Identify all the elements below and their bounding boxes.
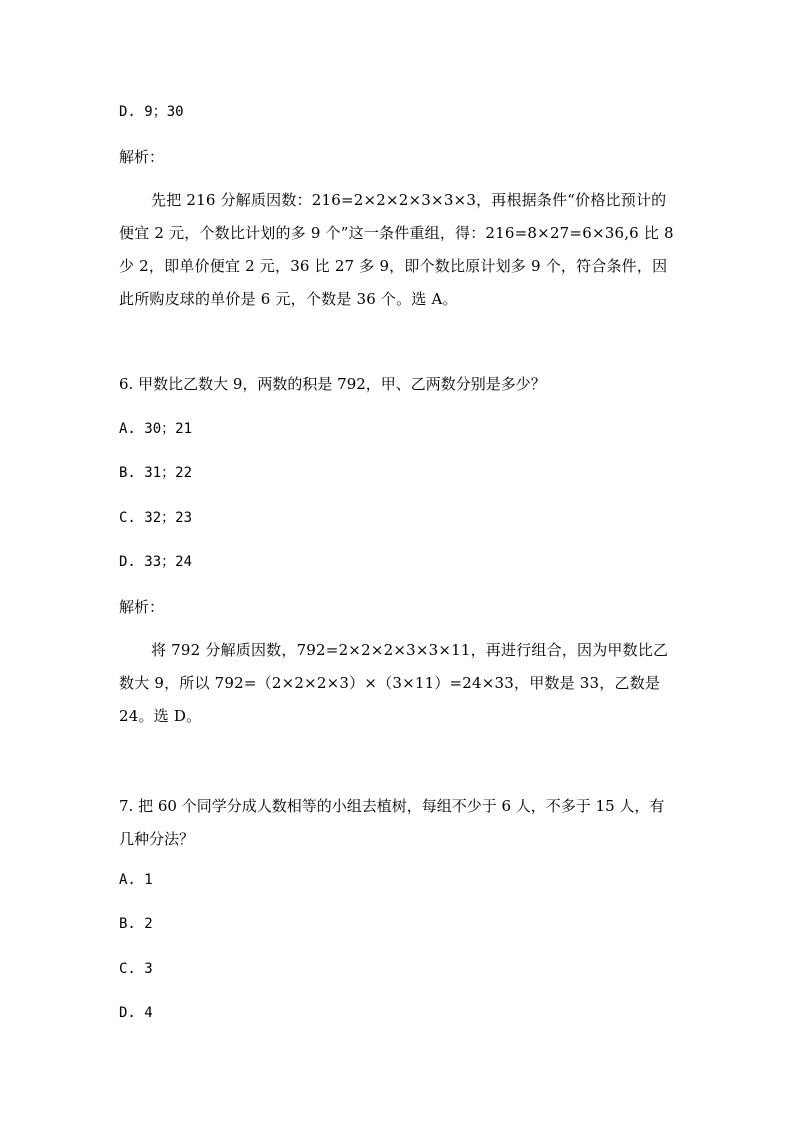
question-6-stem: 6. 甲数比乙数大 9，两数的积是 792，甲、乙两数分别是多少？ — [119, 375, 546, 393]
question-7-stem: 7. 把 60 个同学分成人数相等的小组去植树，每组不少于 6 人，不多于 15 人，有几种分法？ — [119, 797, 665, 848]
prev-analysis-text: 先把 216 分解质因数：216=2×2×2×3×3×3，再根据条件“价格比预计的便宜 2 元，个数比计划的多 9 个”这一条件重组，得：216=8×27=6×36,6 比 8 少 2，即单价便宜 2 元，36 比 27 多 9，即个数比原计划多 9 个，符合条件，因此所购皮球的单价是 6 元，个数是 36 个。选 A。 — [119, 191, 674, 308]
prev-analysis-label: 解析： — [119, 148, 165, 166]
question-7-option-a: A. 1 — [119, 872, 153, 888]
question-6-analysis-label: 解析： — [119, 598, 165, 616]
question-7-option-b: B. 2 — [119, 916, 153, 932]
question-6-option-a: A. 30；21 — [119, 421, 193, 437]
question-7-option-d: D. 4 — [119, 1005, 153, 1021]
question-6-option-b: B. 31；22 — [119, 465, 193, 481]
prev-option-d: D. 9；30 — [119, 104, 184, 120]
question-7-option-c: C. 3 — [119, 961, 153, 977]
question-6-option-d: D. 33；24 — [119, 554, 193, 570]
question-6-analysis-text: 将 792 分解质因数，792=2×2×2×3×3×11，再进行组合，因为甲数比乙数大 9，所以 792=（2×2×2×3）×（3×11）=24×33，甲数是 33，乙数是 24。选 D。 — [119, 641, 669, 725]
question-6-option-c: C. 32；23 — [119, 510, 193, 526]
